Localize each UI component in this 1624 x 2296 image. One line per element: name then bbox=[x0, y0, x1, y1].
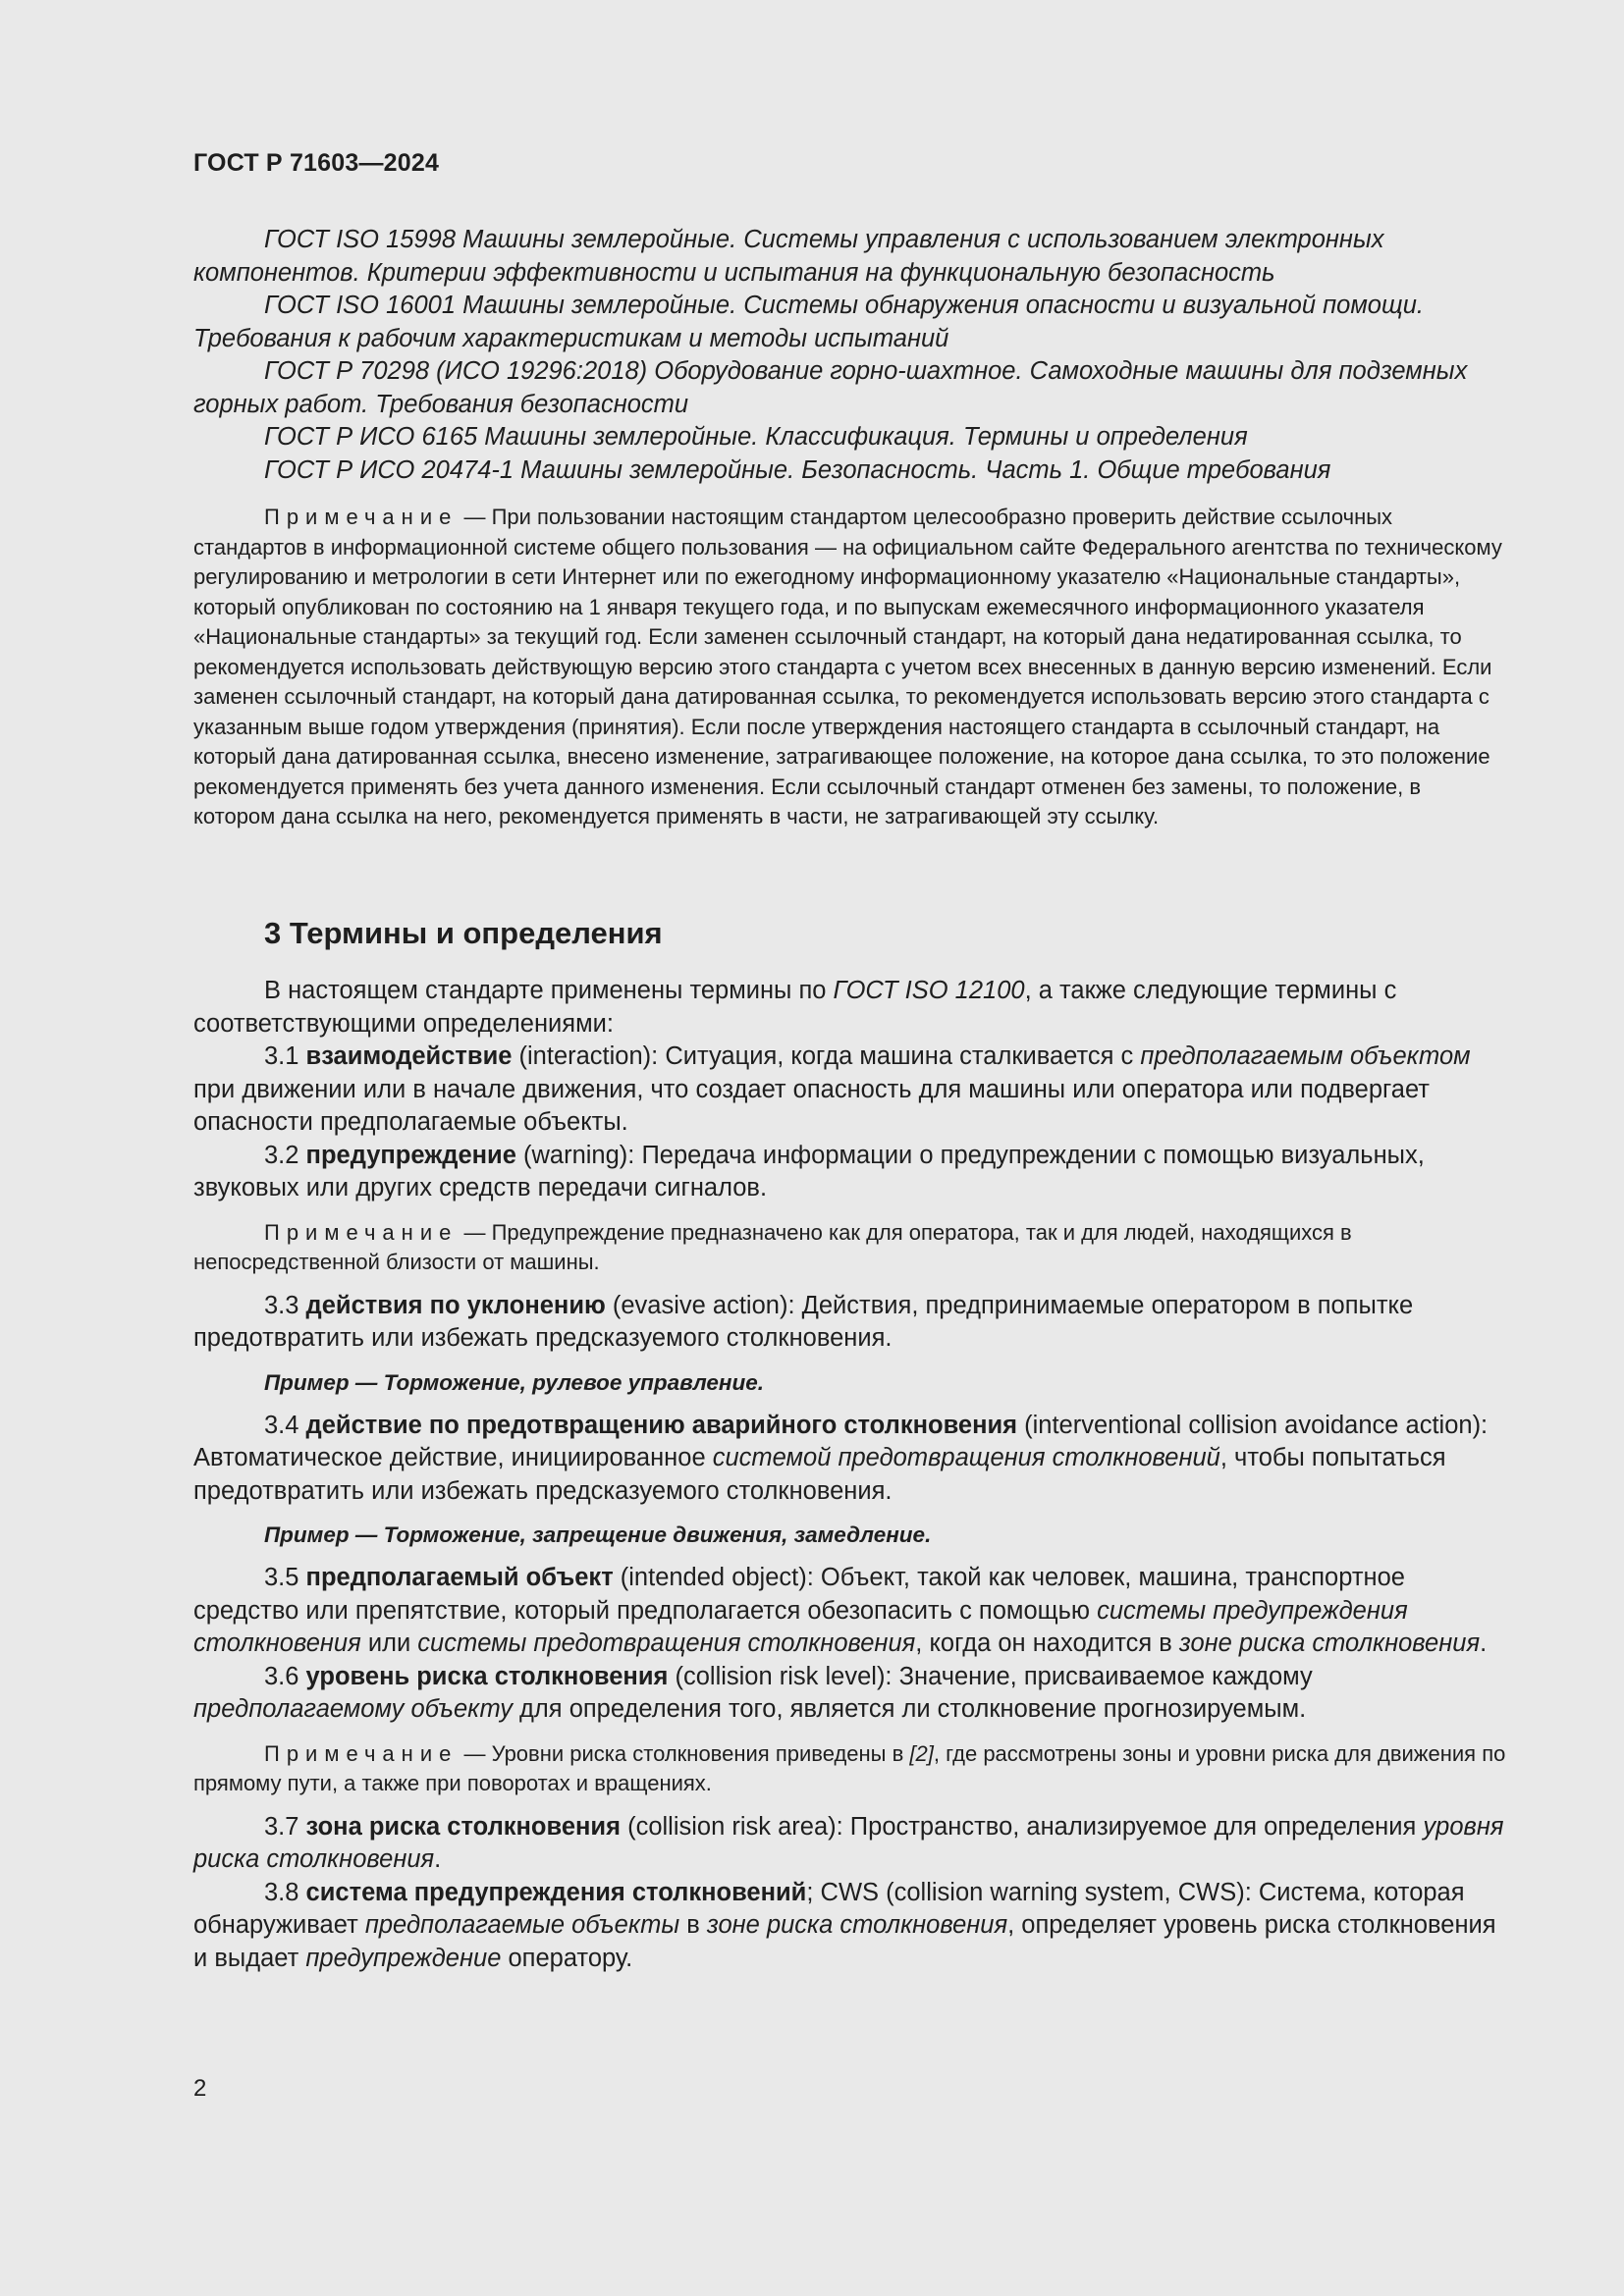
note-text: При пользовании настоящим стандартом целесообразно проверить действие ссылочных стандартов в информационной системе общего пользования — на официальном сайте Федерального агентства по техническому регулированию и метрологии в сети Интернет или по ежегодному информационному указателю «Национальные стандарты», который опубликован по состоянию на 1 января текущего года, и по выпускам ежемесячного информационного указателя «Национальные стандарты» за текущий год. Если заменен ссылочный стандарт, на который дана недатированная ссылка, то рекомендуется использовать действующую версию этого стандарта с учетом всех внесенных в данную версию изменений. Если заменен ссылочный стандарт, на который дана датированная ссылка, то рекомендуется использовать версию этого стандарта с указанным выше годом утверждения (принятия). Если после утверждения настоящего стандарта в ссылочный стандарт, на который дана датированная ссылка, внесено изменение, затрагивающее положение, на которое дана ссылка, то это положение рекомендуется применять без учета данного изменения. Если ссылочный стандарт отменен без замены, то положение, в котором дана ссылка на него, рекомендуется применять в части, не затрагивающей эту ссылку. bbox=[193, 505, 1502, 828]
reference-item: ГОСТ ISO 15998 Машины землеройные. Системы управления с использованием электронных компонентов. Критерии эффективности и испытания на функциональную безопасность bbox=[193, 226, 1384, 287]
reference-item: ГОСТ Р ИСО 20474-1 Машины землеройные. Безопасность. Часть 1. Общие требования bbox=[264, 455, 1331, 484]
note-label: Примечание bbox=[264, 505, 459, 529]
term-3-7: 3.7 зона риска столкновения (collision risk area): Пространство, анализируемое для определения уровня риска столкновения. bbox=[193, 1812, 1504, 1873]
note-dash: — bbox=[458, 505, 492, 529]
term-3-5: 3.5 предполагаемый объект (intended object): Объект, такой как человек, машина, транспортное средство или препятствие, который предполагается обезопасить с помощью системы предупреждения столкновения или системы предотвращения столкновения, когда он находится в зоне риска столкновения. bbox=[193, 1564, 1488, 1657]
reference-item: ГОСТ Р ИСО 6165 Машины землеройные. Классификация. Термины и определения bbox=[264, 423, 1248, 451]
term-3-1: 3.1 взаимодействие (interaction): Ситуация, когда машина сталкивается с предполагаемым объектом при движении или в начале движения, что создает опасность для машины или оператора или подвергает опасности предполагаемые объекты. bbox=[193, 1042, 1471, 1136]
note-3-6: Примечание — Уровни риска столкновения приведены в [2], где рассмотрены зоны и уровни риска для движения по прямому пути, а также при поворотах и вращениях. bbox=[193, 1740, 1506, 1795]
example-3-4: Пример — Торможение, запрещение движения, замедление. bbox=[264, 1522, 932, 1547]
section-3 bbox=[193, 916, 1507, 1975]
example-3-3: Пример — Торможение, рулевое управление. bbox=[264, 1369, 765, 1395]
term-3-3: 3.3 действия по уклонению (evasive action): Действия, предпринимаемые оператором в попытке предотвратить или избежать предсказуемого столкновения. bbox=[193, 1291, 1414, 1352]
term-3-8: 3.8 система предупреждения столкновений; CWS (collision warning system, CWS): Система, которая обнаруживает предполагаемые объекты в зоне риска столкновения, определяет уровень риска столкновения и выдает предупреждение оператору. bbox=[193, 1878, 1496, 1972]
reference-item: ГОСТ ISO 16001 Машины землеройные. Системы обнаружения опасности и визуальной помощи. Требования к рабочим характеристикам и методы испытаний bbox=[193, 292, 1424, 352]
note-3-2: Примечание — Предупреждение предназначено как для оператора, так и для людей, находящихся в непосредственной близости от машины. bbox=[193, 1219, 1352, 1274]
term-3-4: 3.4 действие по предотвращению аварийного столкновения (interventional collision avoidance action): Автоматическое действие, инициированное системой предотвращения столкновений, чтобы попытаться предотвратить или избежать предсказуемого столкновения. bbox=[193, 1411, 1489, 1505]
section-title: 3 Термины и определения bbox=[264, 916, 663, 950]
term-3-6: 3.6 уровень риска столкновения (collision risk level): Значение, присваиваемое каждому предполагаемому объекту для определения того, является ли столкновение прогнозируемым. bbox=[193, 1662, 1313, 1723]
page-number: 2 bbox=[193, 2075, 207, 2102]
document-header: ГОСТ Р 71603—2024 bbox=[193, 149, 440, 177]
term-3-2: 3.2 предупреждение (warning): Передача информации о предупреждении с помощью визуальных, звуковых или других средств передачи сигналов. bbox=[193, 1141, 1425, 1201]
note-references bbox=[193, 503, 1507, 832]
normative-references bbox=[193, 224, 1507, 487]
reference-item: ГОСТ Р 70298 (ИСО 19296:2018) Оборудование горно-шахтное. Самоходные машины для подземных горных работ. Требования безопасности bbox=[193, 357, 1468, 418]
section-intro: В настоящем стандарте применены термины по ГОСТ ISO 12100, а также следующие термины с соответствующими определениями: bbox=[193, 977, 1397, 1038]
